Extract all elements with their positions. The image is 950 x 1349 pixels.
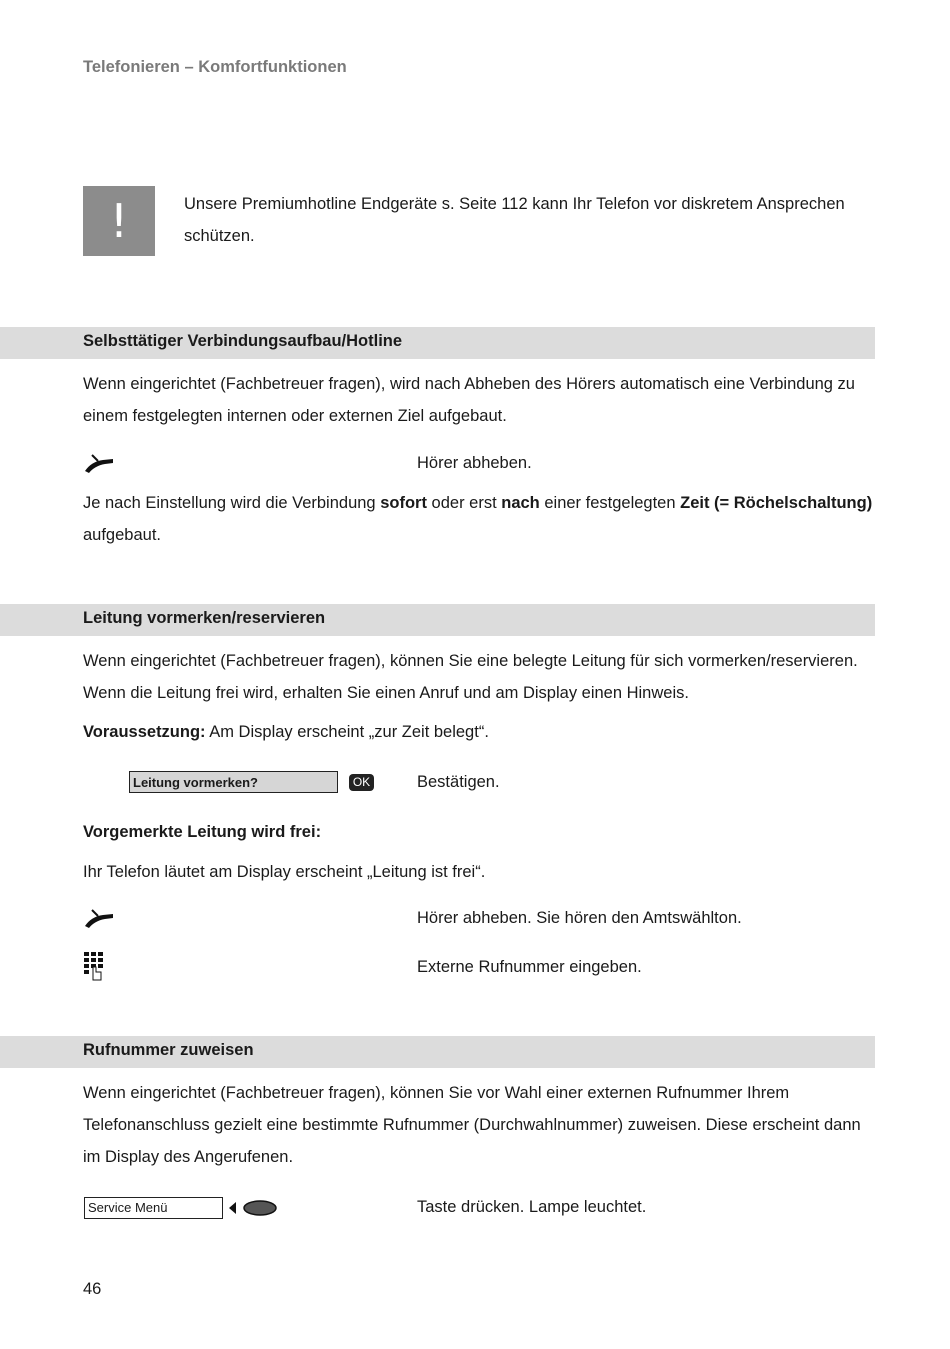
subhead-line-free: Vorgemerkte Leitung wird frei: bbox=[83, 823, 322, 841]
step-lift-dialtone: Hörer abheben. Sie hören den Amtswählton. bbox=[417, 909, 742, 927]
step-dial-number: Externe Rufnummer eingeben. bbox=[417, 958, 642, 976]
running-head: Telefonieren – Komfortfunktionen bbox=[83, 58, 347, 76]
step-lift-handset: Hörer abheben. bbox=[417, 454, 532, 472]
reserve-prerequisite: Voraussetzung: Am Display erscheint „zur Zeit belegt“. bbox=[83, 723, 489, 741]
function-key-led-icon[interactable] bbox=[228, 1199, 278, 1217]
exclamation-icon: ! bbox=[83, 186, 155, 256]
line-free-text: Ihr Telefon läutet am Display erscheint „Leitung ist frei“. bbox=[83, 863, 486, 881]
step-press-key: Taste drücken. Lampe leuchtet. bbox=[417, 1198, 647, 1216]
keypad-icon bbox=[83, 951, 107, 983]
step-confirm: Bestätigen. bbox=[417, 773, 500, 791]
section-title-reserve: Leitung vormerken/reservieren bbox=[83, 609, 326, 627]
assign-intro: Wenn eingerichtet (Fachbetreuer fragen), können Sie vor Wahl einer externen Rufnummer Ihrem Telefonanschluss gezielt eine bestimmte Rufnummer (Durchwahlnummer) zuweisen. Diese erscheint dann im Display des Angerufenen. bbox=[83, 1084, 861, 1166]
handset-lift-icon bbox=[83, 906, 115, 930]
section-title-assign: Rufnummer zuweisen bbox=[83, 1041, 254, 1059]
hotline-intro: Wenn eingerichtet (Fachbetreuer fragen), wird nach Abheben des Hörers automatisch eine Verbindung zu einem festgelegten internen oder externen Ziel aufgebaut. bbox=[83, 375, 855, 425]
service-menu-key-label: Service Menü bbox=[84, 1197, 223, 1219]
reserve-intro: Wenn eingerichtet (Fachbetreuer fragen), können Sie eine belegte Leitung für sich vormerken/reservieren. Wenn die Leitung frei wird, erhalten Sie einen Anruf und am Display einen Hinweis. bbox=[83, 652, 858, 702]
page-number: 46 bbox=[83, 1280, 102, 1298]
ok-button[interactable]: OK bbox=[349, 774, 374, 791]
hotline-detail: Je nach Einstellung wird die Verbindung sofort oder erst nach einer festgelegten Zeit (= Röchelschaltung) aufgebaut. bbox=[83, 494, 873, 544]
note-text: Unsere Premiumhotline Endgeräte s. Seite 112 kann Ihr Telefon vor diskretem Ansprechen schützen. bbox=[184, 195, 845, 245]
display-line-reserve: Leitung vormerken? bbox=[129, 771, 338, 793]
section-title-hotline: Selbsttätiger Verbindungsaufbau/Hotline bbox=[83, 332, 403, 350]
handset-lift-icon bbox=[83, 451, 115, 475]
